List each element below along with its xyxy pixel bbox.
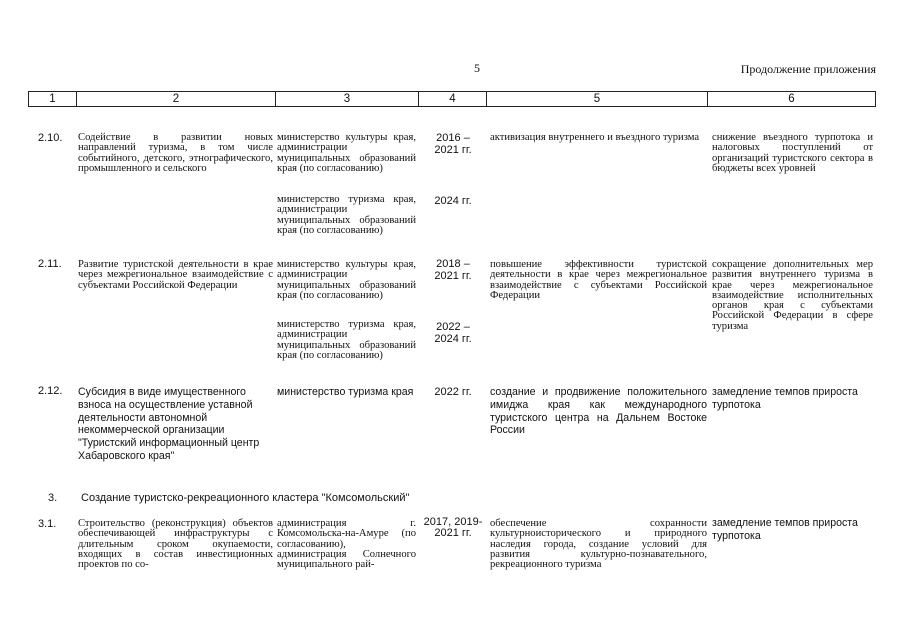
result-text: обеспечение сохранности культурноисторического и природного наследия города, создание условий для развития культурно-познавательного, рекреационного туризма: [490, 518, 707, 571]
activity-text: Строительство (реконструкция) объектов обеспечивающей инфраструктуры с длительным сроком окупаемости, входящих в состав инвестиционных проектов по со-: [78, 518, 273, 571]
executor-text: министерство туризма края: [277, 386, 414, 398]
row-number: 2.11.: [38, 258, 62, 270]
executor-text: министерство туризма края, администрации муниципальных образований края (по согласованию): [277, 319, 416, 361]
period-text: 2017, 2019-2021 гг.: [423, 516, 483, 539]
column-number-2: 2: [77, 92, 276, 106]
column-number-5: 5: [487, 92, 708, 106]
column-number-row: [28, 91, 876, 107]
period-text: 2022 гг.: [434, 386, 472, 398]
section-title: Создание туристско-рекреационного кластера "Комсомольский": [81, 492, 410, 504]
activity-text: Развитие туристской деятельности в крае через межрегиональное взаимодействие с субъектами Российской Федерации: [78, 259, 273, 291]
column-number-6: 6: [788, 93, 795, 105]
column-number-3: 3: [276, 92, 419, 106]
column-number-4: 4: [419, 92, 487, 106]
activity-text: Субсидия в виде имущественного взноса на осуществление уставной деятельности автономной некоммерческой организации "Туристский информационный центр Хабаровского края": [78, 386, 260, 462]
period-text: 2022 – 2024 гг.: [434, 321, 472, 345]
executor-text: министерство культуры края, администрации муниципальных образований края (по согласованию): [277, 259, 416, 301]
period-text: 2016 – 2021 гг.: [434, 132, 472, 156]
activity-text: Содействие в развитии новых направлений туризма, в том числе событийного, детского, этнографического, промышленного и сельского: [78, 132, 273, 174]
column-number-1: 1: [29, 92, 77, 106]
row-number: 3.1.: [38, 518, 57, 530]
executor-text: министерство культуры края, администрации муниципальных образований края (по согласованию): [277, 132, 416, 174]
consequence-text: снижение въездного турпотока и налоговых поступлений от организаций туристского сектора в бюджеты всех уровней: [712, 132, 873, 174]
period-text: 2024 гг.: [434, 195, 472, 207]
executor-text: министерство туризма края, администрации муниципальных образований края (по согласованию): [277, 194, 416, 236]
section-number: 3.: [48, 492, 58, 504]
result-text: активизация внутреннего и въездного туризма: [490, 132, 700, 143]
period-text: 2018 – 2021 гг.: [434, 258, 472, 282]
executor-text: администрация г. Комсомольска-на-Амуре (по согласованию), администрация Солнечного муниципального рай-: [277, 518, 416, 571]
running-title: Продолжение приложения: [740, 62, 876, 76]
page-number: 5: [474, 61, 480, 75]
result-text: создание и продвижение положительного имиджа края как международного туристского центра на Дальнем Востоке России: [490, 386, 707, 437]
result-text: повышение эффективности туристской деятельности в крае через межрегиональное взаимодействие с субъектами Российской Федерации: [490, 259, 707, 301]
consequence-text: замедление темпов прироста турпотока: [712, 517, 858, 542]
consequence-text: сокращение дополнительных мер развития внутреннего туризма в крае через межрегиональное взаимодействие исполнительных органов края с субъектами Российской Федерации в сфере туризма: [712, 259, 873, 332]
row-number: 2.10.: [38, 132, 63, 144]
row-number: 2.12.: [38, 385, 63, 397]
consequence-text: замедление темпов прироста турпотока: [712, 386, 858, 411]
